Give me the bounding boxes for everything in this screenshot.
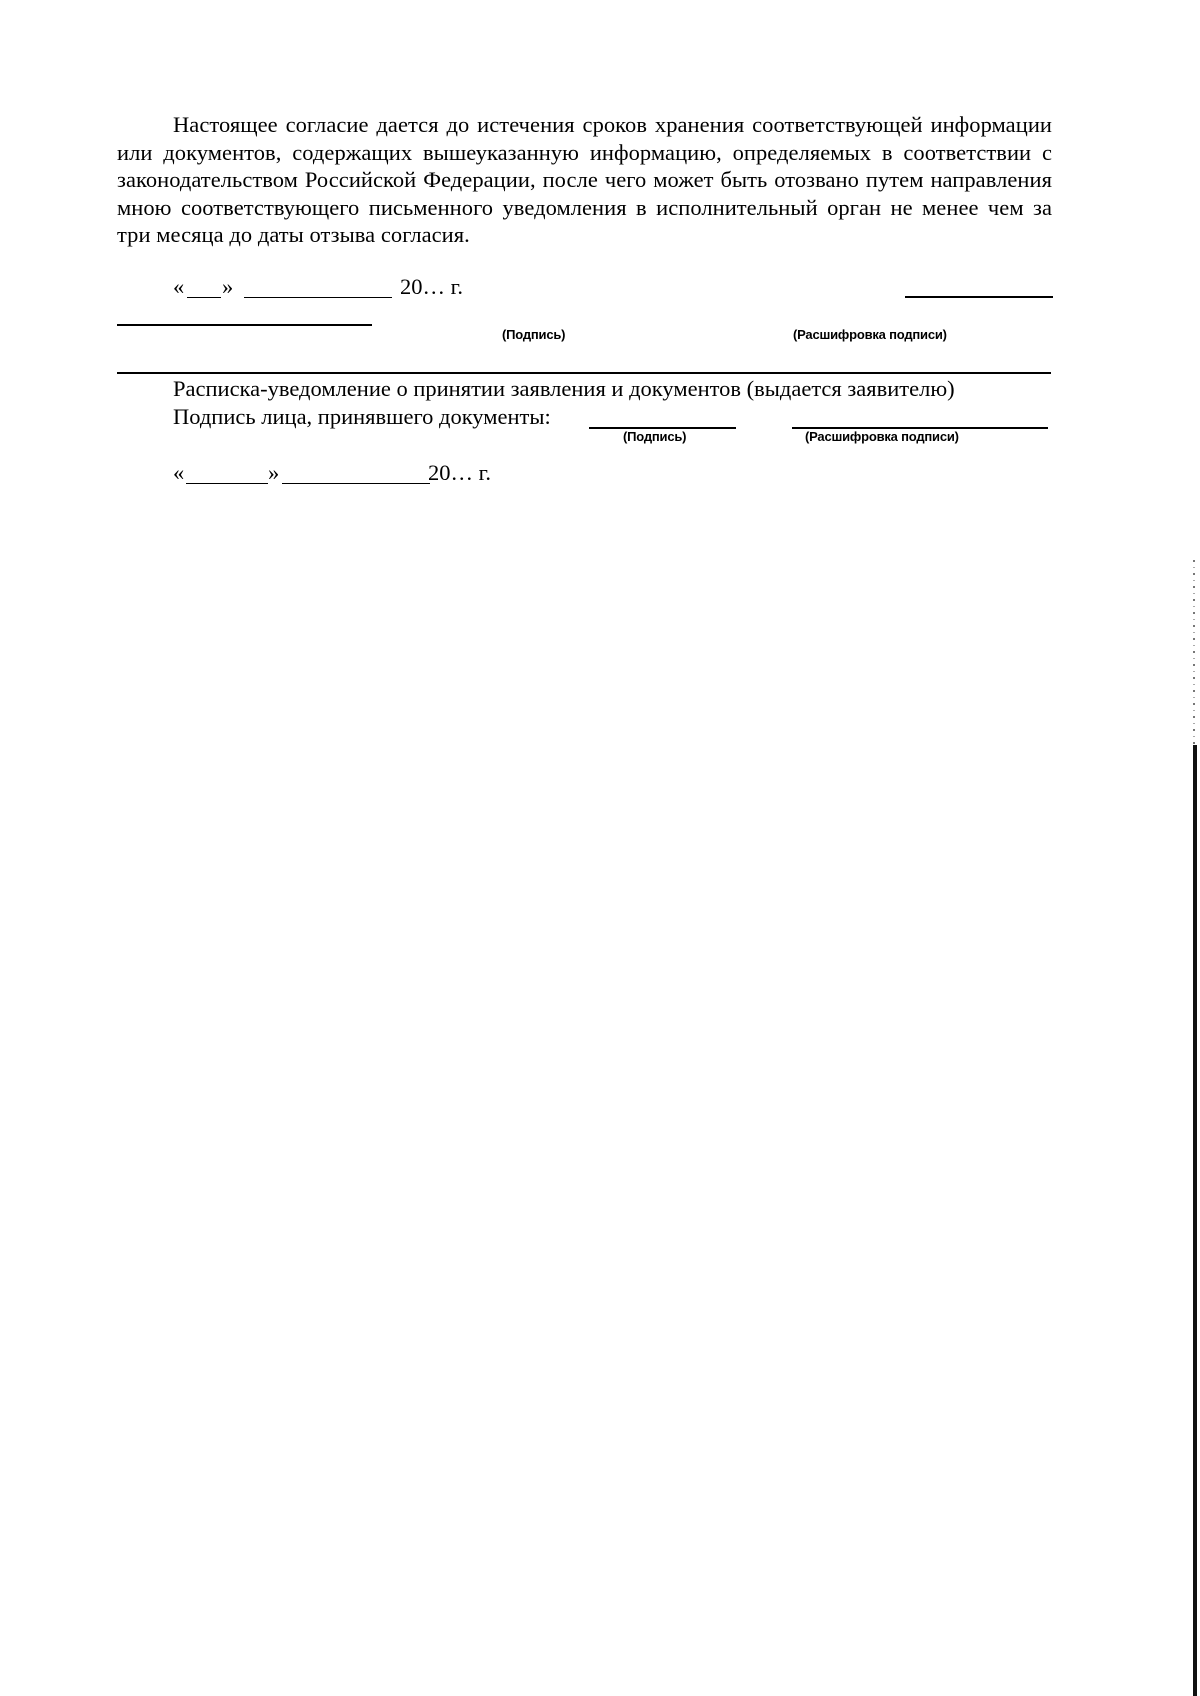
date-year: 20… г. [400,274,463,299]
date-day-blank[interactable] [187,297,221,298]
receipt-date-open-quote: « [173,460,185,485]
consent-paragraph: Настоящее согласие дается до истечения сроков хранения соответствующей информации или документов, содержащих вышеуказанную информацию, определяемых в соответствии с законодательством Российской Федерации, после чего может быть отозвано путем направления мною соответствующего письменного уведомления в исполнительный орган не менее чем за три месяца до даты отзыва согласия. [117,112,1052,248]
receipt-signature-caption: (Подпись) [623,429,687,444]
scan-edge-dots [1193,560,1195,745]
receipt-transcript-caption: (Расшифровка подписи) [805,429,959,444]
date-month-blank[interactable] [244,297,392,298]
date-open-quote: « [173,274,185,299]
scan-edge-artifact [1193,560,1196,1696]
receipt-date-year: 20… г. [428,460,491,485]
receipt-signer-label: Подпись лица, принявшего документы: [173,404,551,429]
receipt-title: Расписка-уведомление о принятии заявления и документов (выдается заявителю) [173,376,955,401]
receipt-date-day-blank[interactable] [186,483,268,484]
receipt-date-month-blank[interactable] [282,483,430,484]
receipt-date-close-quote: » [268,460,280,485]
transcript-caption: (Расшифровка подписи) [793,327,947,342]
scan-edge-line [1193,745,1197,1696]
date-close-quote: » [222,274,234,299]
signature-caption: (Подпись) [502,327,566,342]
transcript-blank[interactable] [117,324,372,326]
signature-blank[interactable] [905,296,1053,298]
section-divider [117,372,1051,374]
